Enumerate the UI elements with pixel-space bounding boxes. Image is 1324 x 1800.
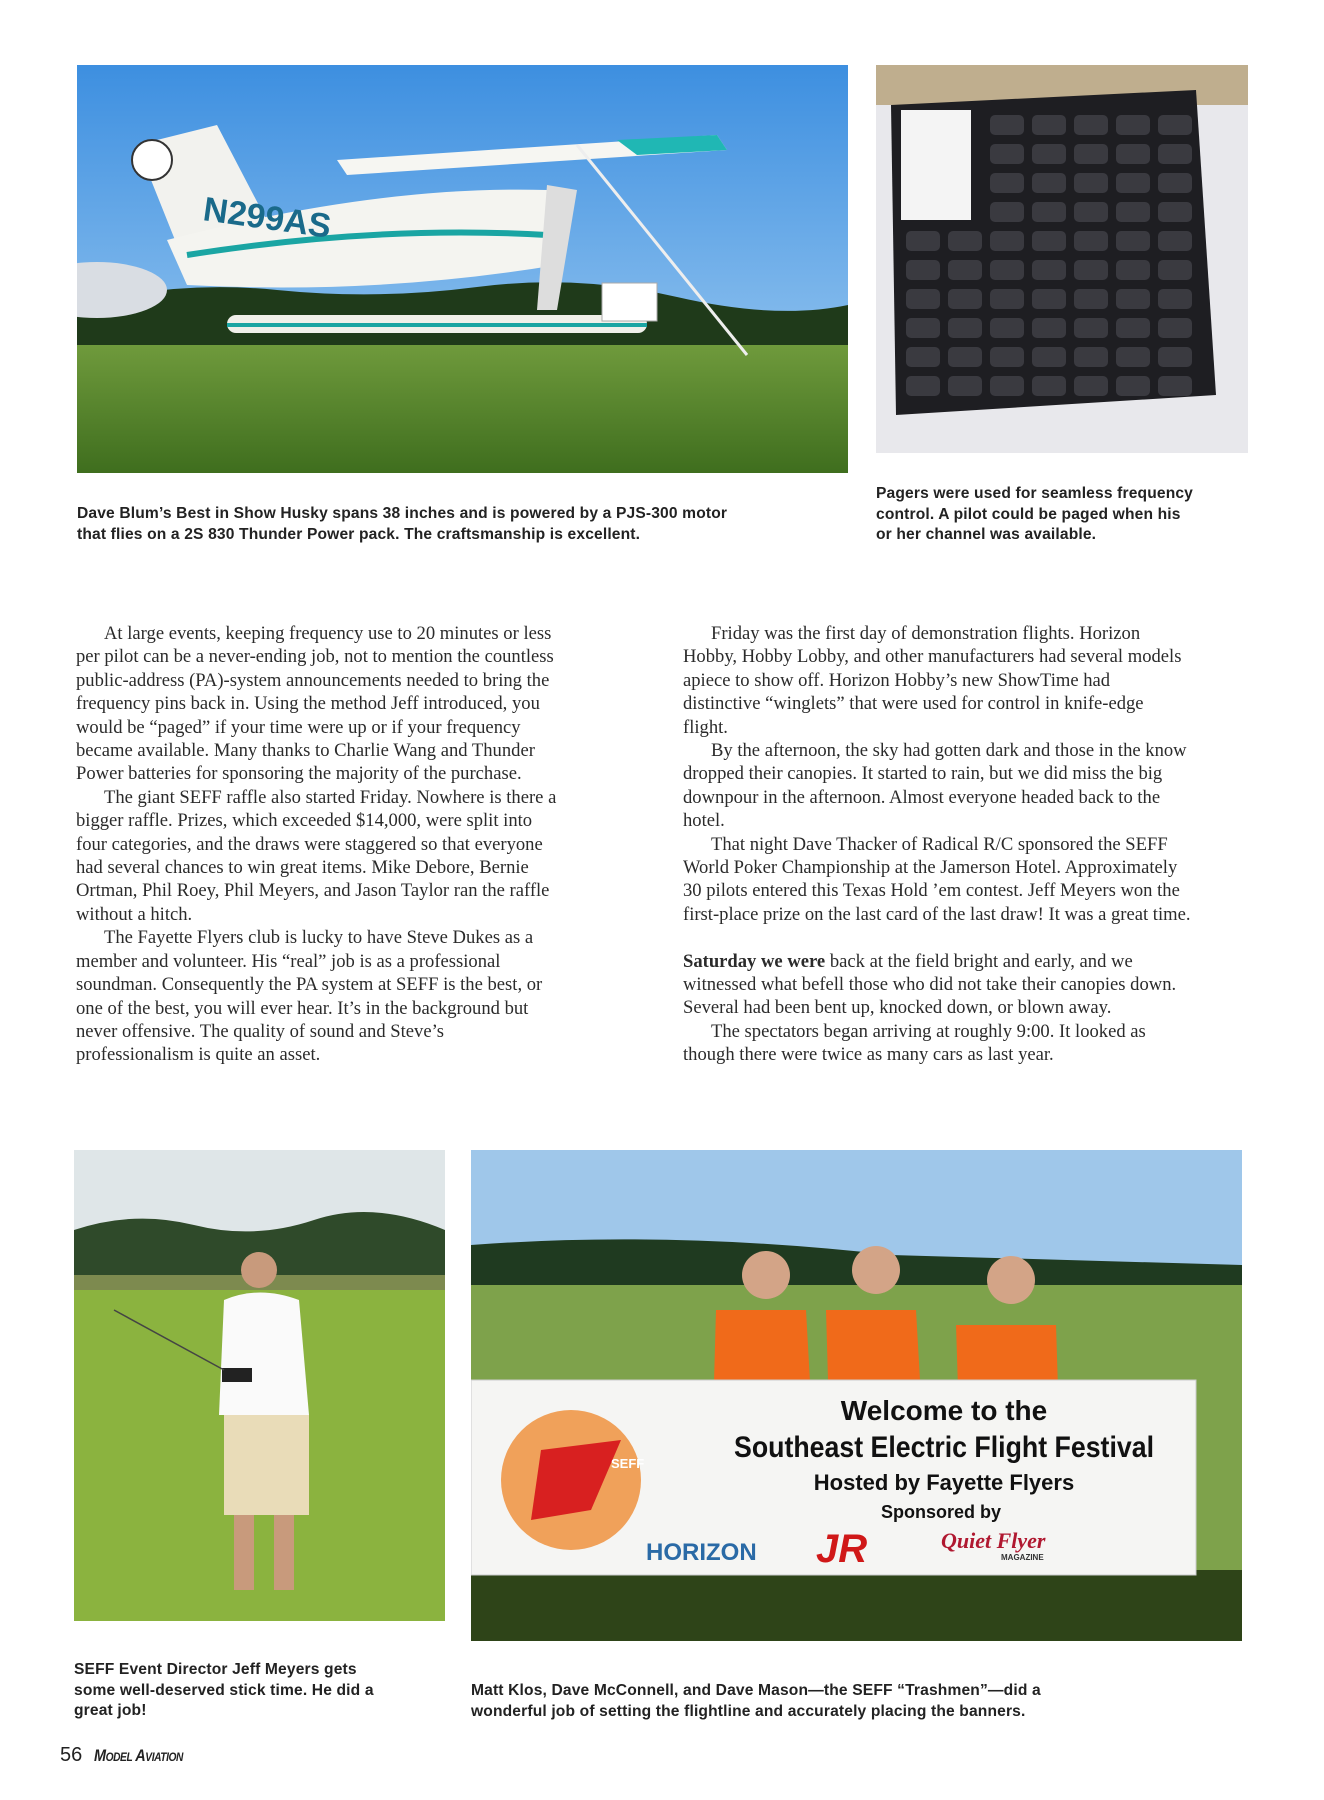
horizon-logo-text: HORIZON	[646, 1539, 757, 1566]
page-number: 56	[60, 1744, 83, 1766]
article-line: Hobby, Hobby Lobby, and other manufacturers had several models	[683, 646, 1182, 668]
pager-slot	[1158, 173, 1192, 193]
article-line: 30 pilots entered this Texas Hold ’em contest. Jeff Meyers won the	[683, 880, 1180, 902]
article-line: member and volunteer. His “real” job is as a professional	[76, 950, 501, 972]
article-line: The giant SEFF raffle also started Friday. Nowhere is there a	[104, 786, 557, 808]
article-column-1	[76, 622, 556, 1067]
aircraft-registration: N299AS	[200, 190, 334, 246]
pager-slot	[1116, 144, 1150, 164]
pager-slot	[1074, 376, 1108, 396]
pager-slot	[1032, 347, 1066, 367]
article-line: That night Dave Thacker of Radical R/C sponsored the SEFF	[711, 833, 1168, 855]
photo-pager-tray	[876, 65, 1248, 453]
article-line: Power batteries for sponsoring the majority of the purchase.	[76, 763, 522, 785]
pager-slot	[1158, 231, 1192, 251]
pager-slot	[948, 347, 982, 367]
pager-slot	[1032, 231, 1066, 251]
pager-slot	[906, 260, 940, 280]
pager-slot	[1158, 376, 1192, 396]
pager-slot	[1158, 260, 1192, 280]
article-line: had several chances to win great items. Mike Debore, Bernie	[76, 857, 529, 879]
article-line: public-address (PA)-system announcements needed to bring the	[76, 669, 550, 691]
pager-slot	[1116, 260, 1150, 280]
caption-line: SEFF Event Director Jeff Meyers gets	[74, 1661, 357, 1678]
pager-slot	[1032, 289, 1066, 309]
pager-slot	[1074, 289, 1108, 309]
caption-husky	[77, 504, 727, 545]
article-line: four categories, and the draws were staggered so that everyone	[76, 833, 543, 855]
caption-trashmen	[471, 1681, 1041, 1722]
article-column-2	[683, 622, 1191, 1067]
pager-slot	[990, 231, 1024, 251]
caption-line: control. A pilot could be paged when his	[876, 505, 1181, 523]
pager-slot	[1074, 318, 1108, 338]
pager-slot	[1074, 202, 1108, 222]
pager-slot	[990, 115, 1024, 135]
pager-slot	[1074, 260, 1108, 280]
caption-line: Pagers were used for seamless frequency	[876, 485, 1194, 502]
article-line: per pilot can be a never-ending job, not to mention the countless	[76, 646, 554, 668]
article-line-text: back at the field bright and early, and we	[825, 950, 1133, 972]
article-line: Several had been bent up, knocked down, or blown away.	[683, 997, 1112, 1019]
pager-slot	[1032, 318, 1066, 338]
quietflyer-magazine-text: MAGAZINE	[1001, 1553, 1044, 1562]
article-line: At large events, keeping frequency use to 20 minutes or less	[104, 623, 552, 644]
caption-pagers	[876, 484, 1193, 546]
article-line: witnessed what befell those who did not take their canopies down.	[683, 974, 1177, 996]
pager-slot	[1116, 202, 1150, 222]
article-line: The Fayette Flyers club is lucky to have Steve Dukes as a	[104, 927, 534, 949]
article-line: without a hitch.	[76, 903, 193, 925]
caption-line: Matt Klos, Dave McConnell, and Dave Mason—the SEFF “Trashmen”—did a	[471, 1682, 1041, 1699]
banner-line-welcome: Welcome to the	[840, 1395, 1048, 1426]
pager-slot	[990, 289, 1024, 309]
pager-slot	[1032, 202, 1066, 222]
pager-slot	[1032, 173, 1066, 193]
seff-logo-text: SEFF	[611, 1456, 645, 1471]
pager-slot	[990, 347, 1024, 367]
pager-slot	[1116, 173, 1150, 193]
article-line: one of the best, you will ever hear. It’s in the background but	[76, 997, 529, 1019]
pager-slot	[1074, 144, 1108, 164]
pager-slot	[948, 231, 982, 251]
article-line: dropped their canopies. It started to rain, but we did miss the big	[683, 763, 1163, 785]
pager-slot	[1116, 231, 1150, 251]
quietflyer-logo-text: Quiet Flyer	[941, 1528, 1046, 1553]
pager-slot	[990, 318, 1024, 338]
article-line	[683, 950, 1191, 973]
caption-line: wonderful job of setting the flightline and accurately placing the banners.	[471, 1702, 1026, 1720]
photo-event-director	[74, 1150, 445, 1621]
banner-line-festival: Southeast Electric Flight Festival	[734, 1431, 1154, 1464]
article-line: distinctive “winglets” that were used for control in knife-edge	[683, 693, 1144, 715]
pager-slot	[1032, 260, 1066, 280]
article-line: first-place prize on the last card of the last draw! It was a great time.	[683, 903, 1191, 925]
pager-slot	[1074, 115, 1108, 135]
article-line: though there were twice as many cars as last year.	[683, 1044, 1054, 1066]
photo-husky-airplane	[77, 65, 848, 473]
pager-slot	[1158, 115, 1192, 135]
article-line: never offensive. The quality of sound and Steve’s	[76, 1020, 445, 1042]
article-line: Ortman, Phil Roey, Phil Meyers, and Jason Taylor ran the raffle	[76, 880, 550, 902]
caption-line: or her channel was available.	[876, 526, 1097, 543]
pager-slot	[1116, 318, 1150, 338]
pager-slot	[990, 144, 1024, 164]
article-line: The spectators began arriving at roughly 9:00. It looked as	[711, 1020, 1146, 1042]
pager-slot	[1074, 173, 1108, 193]
pager-slot	[906, 318, 940, 338]
magazine-name: Model Aviation	[94, 1746, 184, 1765]
article-line: frequency pins back in. Using the method Jeff introduced, you	[76, 693, 540, 715]
article-line: soundman. Consequently the PA system at SEFF is the best, or	[76, 974, 543, 996]
paragraph-lead: Saturday we were	[683, 950, 826, 972]
pager-slot	[948, 318, 982, 338]
pager-slot	[948, 289, 982, 309]
pager-slot	[1074, 347, 1108, 367]
pager-slot	[1158, 318, 1192, 338]
caption-line: Dave Blum’s Best in Show Husky spans 38 inches and is powered by a PJS-300 motor	[77, 505, 728, 522]
paragraph-gap	[683, 926, 1191, 949]
pager-slot	[1116, 289, 1150, 309]
article-line: apiece to show off. Horizon Hobby’s new ShowTime had	[683, 669, 1111, 691]
pager-slot	[990, 202, 1024, 222]
page-footer	[60, 1744, 199, 1767]
banner-line-hosted: Hosted by Fayette Flyers	[813, 1470, 1075, 1495]
pager-slot	[1074, 231, 1108, 251]
caption-line: great job!	[74, 1702, 147, 1719]
article-line: flight.	[683, 716, 728, 738]
article-line: would be “paged” if your time were up or if your frequency	[76, 716, 521, 738]
article-line: hotel.	[683, 810, 725, 832]
article-line: professionalism is quite an asset.	[76, 1044, 321, 1066]
caption-event-director	[74, 1660, 374, 1722]
pager-slot	[906, 347, 940, 367]
pager-slot	[990, 376, 1024, 396]
article-line: became available. Many thanks to Charlie Wang and Thunder	[76, 740, 535, 762]
pager-slot	[990, 173, 1024, 193]
article-line: downpour in the afternoon. Almost everyone headed back to the	[683, 786, 1161, 808]
pager-slot	[948, 260, 982, 280]
pager-slot	[948, 376, 982, 396]
pager-slot	[1032, 376, 1066, 396]
pager-slot	[1032, 115, 1066, 135]
pager-slot	[1158, 202, 1192, 222]
pager-slot	[1116, 115, 1150, 135]
pager-slot	[990, 260, 1024, 280]
caption-line: some well-deserved stick time. He did a	[74, 1681, 374, 1699]
caption-line: that flies on a 2S 830 Thunder Power pack. The craftsmanship is excellent.	[77, 525, 641, 543]
pager-slot	[1158, 144, 1192, 164]
pager-slot	[906, 376, 940, 396]
pager-slot	[1116, 347, 1150, 367]
pager-slot	[1158, 289, 1192, 309]
pager-slot	[1158, 347, 1192, 367]
banner-line-sponsored: Sponsored by	[880, 1502, 1002, 1522]
photo-trashmen-banner	[471, 1150, 1242, 1641]
article-line: bigger raffle. Prizes, which exceeded $14,000, were split into	[76, 810, 533, 832]
article-line: By the afternoon, the sky had gotten dark and those in the know	[711, 740, 1187, 762]
pager-slot	[906, 289, 940, 309]
pager-slot	[906, 231, 940, 251]
article-line: Friday was the first day of demonstration flights. Horizon	[711, 623, 1141, 644]
pager-slot	[1116, 376, 1150, 396]
article-line: World Poker Championship at the Jamerson Hotel. Approximately	[683, 857, 1178, 879]
pager-slot	[1032, 144, 1066, 164]
jr-logo-text: JR	[816, 1527, 868, 1571]
